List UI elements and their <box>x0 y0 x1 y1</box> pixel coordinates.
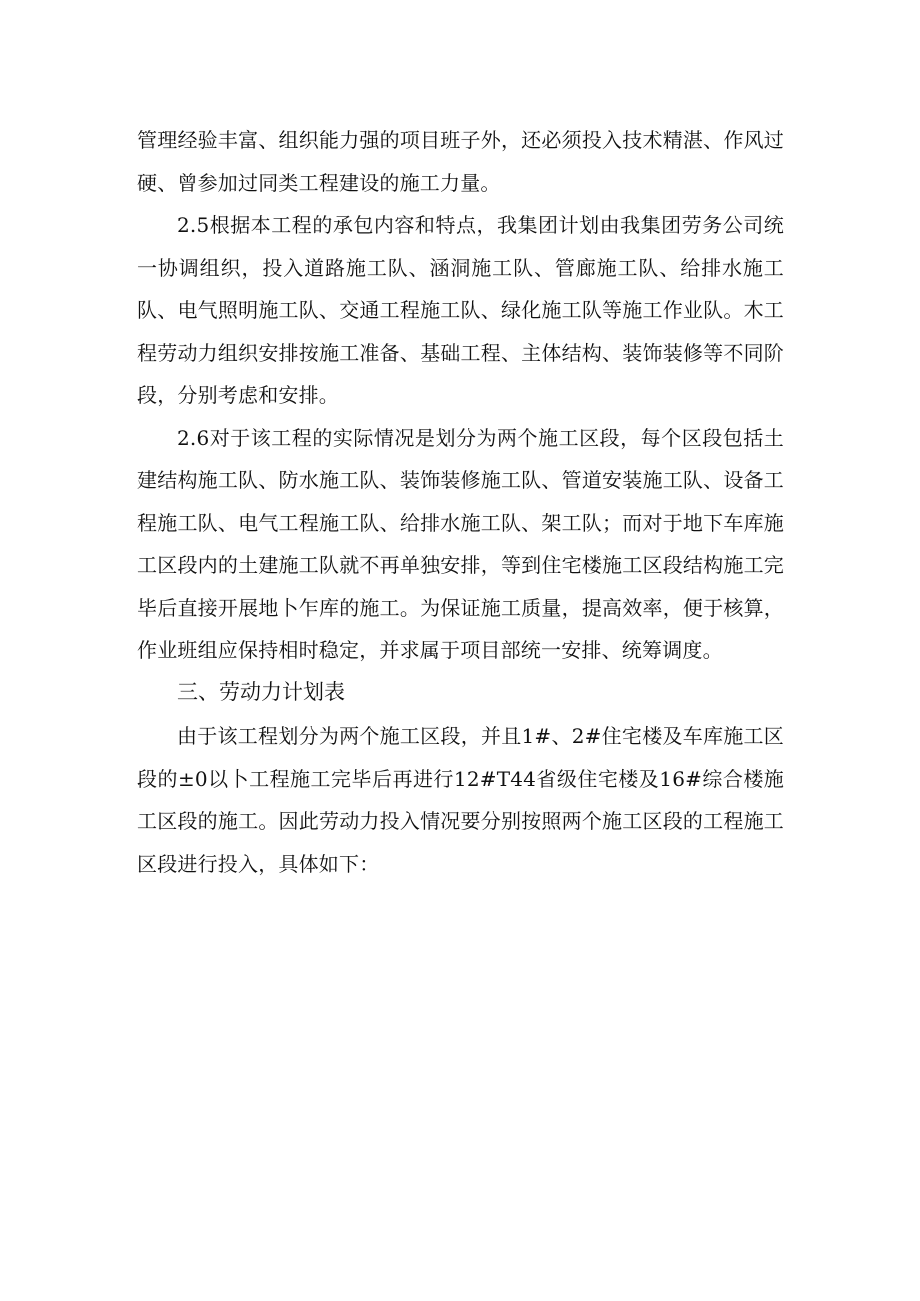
paragraph-labor-plan: 由于该工程划分为两个施工区段，并且1#、2#住宅楼及车库施工区段的±0以卜工程施工完毕后再进行12#T44省级住宅楼及16#综合楼施工区段的施工。因此劳动力投入情况要分别按照两个施工区段的工程施工区段进行投入，具体如下： <box>137 724 784 876</box>
paragraph-continuation: 管理经验丰富、组织能力强的项目班子外，还必须投入技术精湛、作风过硬、曾参加过同类工程建设的施工力量。 <box>137 128 784 195</box>
body-text-bottom <box>137 715 784 885</box>
paragraph-2-5: 2.5根据本工程的承包内容和特点，我集团计划由我集团劳务公司统一协调组织，投入道路施工队、涵洞施工队、管廊施工队、给排水施工队、电气照明施工队、交通工程施工队、绿化施工队等施工作业队。木工程劳动力组织安排按施工准备、基础工程、主体结构、装饰装修等不同阶段，分别考虑和安排。 <box>137 213 784 407</box>
section-heading: 三、劳动力计划表 <box>177 680 345 704</box>
body-text-top <box>137 119 784 672</box>
paragraph-2-6: 2.6对于该工程的实际情况是划分为两个施工区段，每个区段包括土建结构施工队、防水施工队、装饰装修施工队、管道安装施工队、设备工程施工队、电气工程施工队、给排水施工队、架工队；而对于地下车库施工区段内的土建施工队就不再单独安排，等到住宅楼施工区段结构施工完毕后直接开展地卜乍库的施工。为保证施工质量，提高效率，便于核算，作业班组应保持相时稳定，并求属于项目部统一安排、统筹调度。 <box>137 425 784 662</box>
